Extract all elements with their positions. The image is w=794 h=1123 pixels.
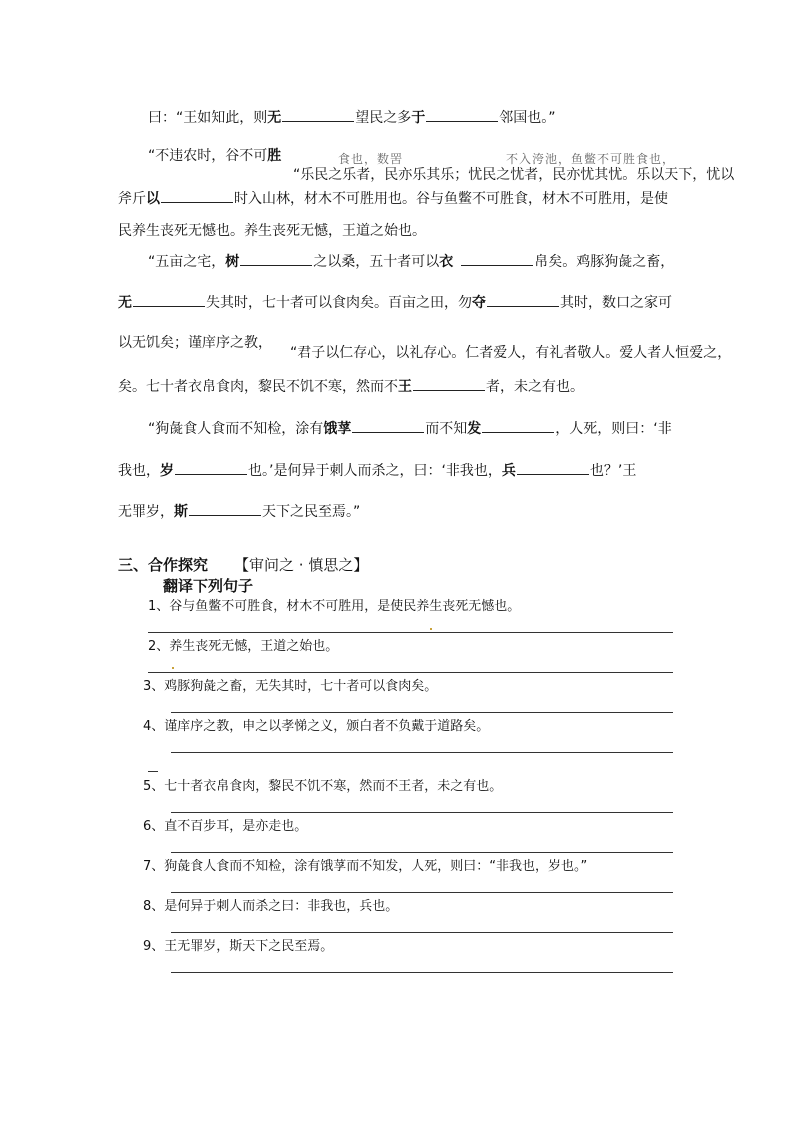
text-segment: 者，未之有也。 [486, 379, 584, 395]
keyword: 胜 [267, 148, 282, 164]
keyword: 无 [118, 295, 132, 311]
stray-dot [172, 667, 174, 669]
fill-line-2 [148, 146, 281, 166]
question-2 [148, 638, 338, 656]
text-segment: “乐民之乐者，民亦乐其乐；忧民之忧者，民亦忧其忧。乐以天下，忧以 [293, 167, 735, 183]
keyword: 王 [398, 379, 412, 395]
text-segment: 天下之民至焉。” [262, 504, 361, 520]
fill-line-3 [118, 188, 668, 209]
question-number: 8、 [143, 899, 165, 914]
keyword: 于 [411, 110, 426, 126]
fill-line-9 [148, 418, 672, 439]
section-tag: 【审问之 · 慎思之】 [234, 556, 369, 574]
keyword: 斯 [174, 504, 188, 520]
text-segment: 时入山林，材木不可胜用也。谷与鱼鳖不可胜食，材木不可胜用，是使 [234, 191, 668, 207]
fill-line-7 [118, 333, 272, 353]
text-segment: 而不知 [425, 421, 468, 437]
keyword: 衣 [439, 254, 454, 270]
text-segment: ，人死，则曰：‘非 [555, 421, 672, 437]
question-text: 七十者衣帛食肉，黎民不饥不寒，然而不王者，未之有也。 [164, 779, 503, 794]
text-segment: 曰：“王如知此，则 [148, 110, 268, 126]
fill-line-11 [118, 501, 360, 522]
question-1 [148, 598, 520, 616]
stray-dot [430, 628, 432, 630]
fill-line-5 [148, 251, 674, 272]
text-segment: 其时，数口之家可 [560, 295, 672, 311]
answer-line-8[interactable] [171, 932, 673, 933]
stray-mark [148, 771, 158, 772]
text-segment: 我也， [118, 463, 160, 479]
answer-line-2[interactable] [148, 672, 673, 673]
question-6 [143, 818, 307, 836]
text-segment: 望民之多 [355, 110, 412, 126]
fill-line-8 [118, 376, 584, 397]
question-number: 9、 [143, 939, 165, 954]
question-number: 6、 [143, 819, 165, 834]
answer-line-9[interactable] [171, 972, 673, 973]
subheading-text: 翻译下列句子 [163, 577, 254, 595]
blank-field[interactable] [161, 188, 233, 203]
answer-line-6[interactable] [171, 852, 673, 853]
question-number: 3、 [143, 679, 165, 694]
question-4 [143, 718, 489, 736]
answer-line-4[interactable] [171, 752, 673, 753]
text-segment: 也。’是何异于刺人而杀之，曰：‘非我也， [248, 463, 502, 479]
text-segment: 帛矣。鸡豚狗彘之畜， [534, 254, 675, 270]
keyword: 无 [267, 110, 282, 126]
text-segment: 之以桑，五十者可以 [313, 254, 440, 270]
text-segment: 邻国也。” [499, 110, 556, 126]
answer-line-1[interactable] [148, 632, 673, 633]
blank-field[interactable] [189, 501, 261, 516]
question-3 [143, 678, 437, 696]
answer-line-7[interactable] [171, 892, 673, 893]
blank-field[interactable] [413, 376, 485, 391]
blank-field[interactable] [133, 292, 205, 307]
question-number: 1、 [148, 599, 170, 614]
question-number: 2、 [148, 639, 170, 654]
question-number: 5、 [143, 779, 165, 794]
text-segment: “不违农时，谷不可 [148, 148, 268, 164]
fill-line-4 [118, 221, 426, 241]
fill-line-10 [118, 460, 636, 481]
question-7 [143, 858, 587, 876]
question-text: 直不百步耳，是亦走也。 [164, 819, 308, 834]
answer-line-5[interactable] [171, 812, 673, 813]
question-text: 养生丧死无憾，王道之始也。 [169, 639, 339, 654]
text-segment: 矣。七十者衣帛食肉，黎民不饥不寒，然而不 [118, 379, 398, 395]
text-segment: “君子以仁存心，以礼存心。仁者爱人，有礼者敬人。爱人者人恒爱之， [290, 345, 732, 361]
blank-field[interactable] [426, 107, 498, 122]
blank-field[interactable] [282, 107, 354, 122]
overlay-sentence-2 [290, 343, 794, 363]
text-segment: “五亩之宅， [148, 254, 226, 270]
text-segment: 民养生丧死无憾也。养生丧死无憾，王道之始也。 [118, 223, 426, 239]
faded-text: 不入洿池，鱼鳖不可胜食也， [506, 152, 676, 166]
fill-line-1 [148, 107, 556, 128]
question-number: 4、 [143, 719, 165, 734]
keyword: 夺 [472, 295, 486, 311]
question-text: 鸡豚狗彘之畜，无失其时，七十者可以食肉矣。 [164, 679, 438, 694]
blank-field[interactable] [517, 460, 589, 475]
section-subheading [163, 576, 253, 596]
question-9 [143, 938, 333, 956]
blank-field[interactable] [175, 460, 247, 475]
question-text: 狗彘食人食而不知检，涂有饿莩而不知发，人死，则曰：“非我也，岁也。” [164, 859, 588, 874]
question-text: 王无罪岁，斯天下之民至焉。 [164, 939, 334, 954]
question-text: 是何异于刺人而杀之曰：非我也，兵也。 [164, 899, 399, 914]
question-8 [143, 898, 398, 916]
answer-line-3[interactable] [171, 712, 673, 713]
question-number: 7、 [143, 859, 165, 874]
text-segment: 无罪岁， [118, 504, 174, 520]
keyword: 岁 [160, 463, 174, 479]
faded-text: 食也，数罟 [338, 152, 404, 166]
text-segment: 失其时，七十者可以食肉矣。百亩之田，勿 [206, 295, 472, 311]
keyword: 发 [467, 421, 482, 437]
fill-line-6 [118, 292, 672, 313]
blank-field[interactable] [461, 251, 533, 266]
question-5 [143, 778, 502, 796]
question-text: 谨庠序之教，申之以孝悌之义，颁白者不负戴于道路矣。 [164, 719, 490, 734]
blank-field[interactable] [487, 292, 559, 307]
text-segment: “狗彘食人食而不知检，涂有 [148, 421, 324, 437]
text-segment: 以无饥矣；谨庠序之教， [118, 335, 272, 351]
blank-field[interactable] [352, 418, 424, 433]
blank-field[interactable] [240, 251, 312, 266]
keyword: 饿莩 [323, 421, 352, 437]
text-segment: 斧斤 [118, 191, 146, 207]
keyword: 树 [225, 254, 240, 270]
keyword: 以 [146, 191, 160, 207]
text-segment: 也？’王 [589, 463, 637, 479]
question-text: 谷与鱼鳖不可胜食，材木不可胜用，是使民养生丧死无憾也。 [169, 599, 521, 614]
section-title: 三、合作探究 [118, 556, 209, 574]
section-heading [118, 555, 368, 575]
overlay-sentence-1 [293, 165, 794, 185]
blank-field[interactable] [482, 418, 554, 433]
keyword: 兵 [501, 463, 516, 479]
